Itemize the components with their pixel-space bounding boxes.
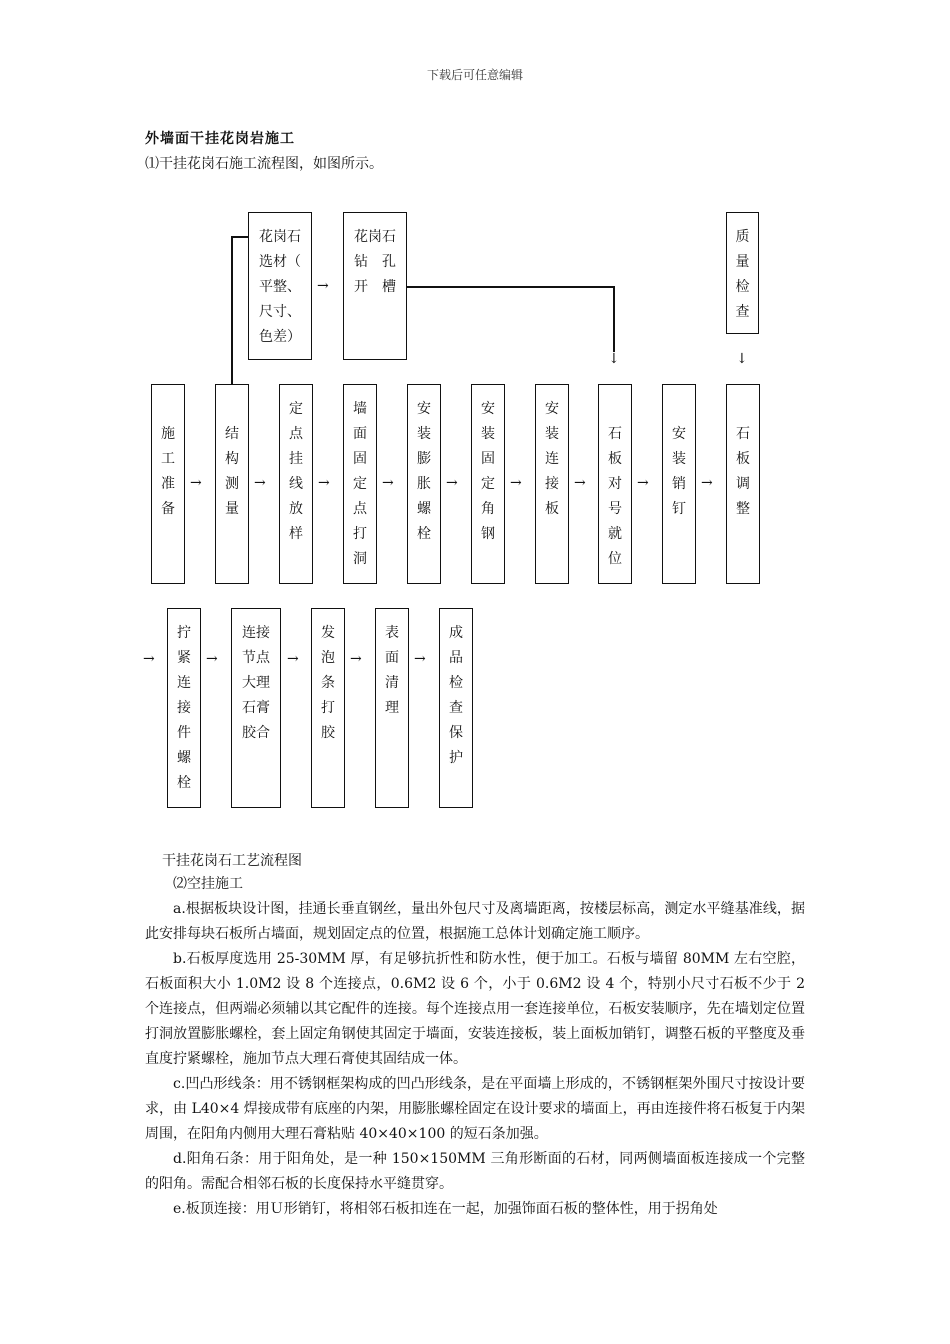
flowchart-caption: 干挂花岗石工艺流程图 <box>162 853 302 869</box>
flow-step-label: 施 工 准 备 <box>161 426 175 517</box>
flow-step-11 <box>167 608 201 808</box>
flow-box-select-granite <box>248 212 312 360</box>
flow-box-label: 花岗石 选材（ 平整、 尺寸、 色差） <box>259 229 301 345</box>
flow-box-quality-check <box>726 212 759 334</box>
arrow-down-icon: ↓ <box>736 351 748 367</box>
arrow-right-icon: → <box>350 651 362 667</box>
arrow-right-icon: → <box>190 475 202 491</box>
paragraph-text: a.根据板块设计图，挂通长垂直钢丝，量出外包尺寸及离墙距离，按楼层标高，测定水平缝基准线，据此安排每块石板所占墙面，规划固定点的位置，根据施工总体计划确定施工顺序。 <box>145 901 805 942</box>
arrow-right-icon: → <box>206 651 218 667</box>
flow-step-13 <box>311 608 345 808</box>
arrow-right-icon: → <box>446 475 458 491</box>
paragraph-text: d.阳角石条：用于阳角处，是一种 150×150MM 三角形断面的石材，同两侧墙面板连接成一个完整的阳角。需配合相邻石板的长度保持水平缝贯穿。 <box>145 1151 805 1192</box>
flow-step-label: 拧 紧 连 接 件 螺 栓 <box>177 625 191 791</box>
arrow-right-icon: → <box>318 475 330 491</box>
flow-box-label: 花岗石 钻 孔 开 槽 <box>354 229 396 295</box>
arrow-right-icon: → <box>637 475 649 491</box>
flow-step-label: 石 板 对 号 就 位 <box>608 426 622 567</box>
section-heading <box>145 872 805 897</box>
arrow-right-icon: → <box>574 475 586 491</box>
arrow-right-icon: → <box>317 278 329 294</box>
flow-step-8 <box>598 384 632 584</box>
flow-step-label: 安 装 连 接 板 <box>545 401 559 517</box>
paragraph-text: c.凹凸形线条：用不锈钢框架构成的凹凸形线条，是在平面墙上形成的，不锈钢框架外围尺寸按设计要求，由 L40×4 焊接成带有底座的内架，用膨胀螺栓固定在设计要求的墙面上，再由连接件将石板复于内架周围，在阳角内侧用大理石膏粘贴 40×40×100 的短石条加强。 <box>145 1076 805 1142</box>
flow-step-label: 结 构 测 量 <box>225 426 239 517</box>
arrow-right-icon: → <box>287 651 299 667</box>
connector-line <box>407 286 614 288</box>
flow-step-label: 表 面 清 理 <box>385 625 399 716</box>
flow-step-label: 安 装 销 钉 <box>672 426 686 517</box>
connector-line <box>613 286 615 352</box>
section-2-label: ⑵空挂施工 <box>173 876 243 892</box>
flow-step-9 <box>662 384 696 584</box>
paragraph-b <box>145 947 805 1072</box>
flow-step-label: 定 点 挂 线 放 样 <box>289 401 303 542</box>
flow-step-15 <box>439 608 473 808</box>
flow-step-label: 连接 节点 大理 石膏 胶合 <box>242 625 270 741</box>
flow-step-label: 成 品 检 查 保 护 <box>449 625 463 766</box>
flow-step-label: 发 泡 条 打 胶 <box>321 625 335 741</box>
flow-box-drill-granite <box>343 212 407 360</box>
flow-step-4 <box>343 384 377 584</box>
arrow-down-icon: ↓ <box>608 351 620 367</box>
arrow-right-icon: → <box>382 475 394 491</box>
paragraph-text: e.板顶连接：用Ｕ形销钉，将相邻石板扣连在一起，加强饰面石板的整体性，用于拐角处 <box>173 1201 718 1217</box>
flow-step-label: 石 板 调 整 <box>736 426 750 517</box>
connector-line <box>231 236 233 384</box>
flow-step-7 <box>535 384 569 584</box>
flow-step-3 <box>279 384 313 584</box>
arrow-right-icon: → <box>143 651 155 667</box>
flow-step-label: 安 装 固 定 角 钢 <box>481 401 495 542</box>
flow-step-2 <box>215 384 249 584</box>
flow-step-10 <box>726 384 760 584</box>
flow-step-6 <box>471 384 505 584</box>
flow-step-12 <box>231 608 281 808</box>
paragraph-c <box>145 1072 805 1147</box>
connector-line <box>231 236 249 238</box>
page-header: 下载后可任意编辑 <box>426 68 523 82</box>
paragraph-d <box>145 1147 805 1197</box>
flow-box-label: 质 量 检 查 <box>735 229 750 320</box>
arrow-right-icon: → <box>510 475 522 491</box>
paragraph-text: b.石板厚度选用 25-30MM 厚，有足够抗折性和防水性，便于加工。石板与墙留 80MM 左右空腔，石板面积大小 1.0M2 设 8 个连接点，0.6M2 设 6 个，小于 0.6M2 设 4 个，特别小尺寸石板不少于 2 个连接点，但两端必须辅以其它配件的连接。每个连接点用一套连接单位，石板安装顺序，先在墙划定位置打洞放置膨胀螺栓，套上固定角钢使其固定于墙面，安装连接板，装上面板加销钉，调整石板的平整度及垂直度拧紧螺栓，施加节点大理石膏使其固结成一体。 <box>145 951 805 1067</box>
flow-step-1 <box>151 384 185 584</box>
flow-step-14 <box>375 608 409 808</box>
flow-step-5 <box>407 384 441 584</box>
paragraph-e <box>145 1197 805 1222</box>
flowchart-intro: ⑴干挂花岗石施工流程图，如图所示。 <box>145 156 383 172</box>
flow-step-label: 墙 面 固 定 点 打 洞 <box>353 401 367 567</box>
arrow-right-icon: → <box>701 475 713 491</box>
section-title: 外墙面干挂花岗岩施工 <box>145 131 295 147</box>
flow-step-label: 安 装 膨 胀 螺 栓 <box>417 401 431 542</box>
arrow-right-icon: → <box>254 475 266 491</box>
arrow-right-icon: → <box>414 651 426 667</box>
paragraph-a <box>145 897 805 947</box>
